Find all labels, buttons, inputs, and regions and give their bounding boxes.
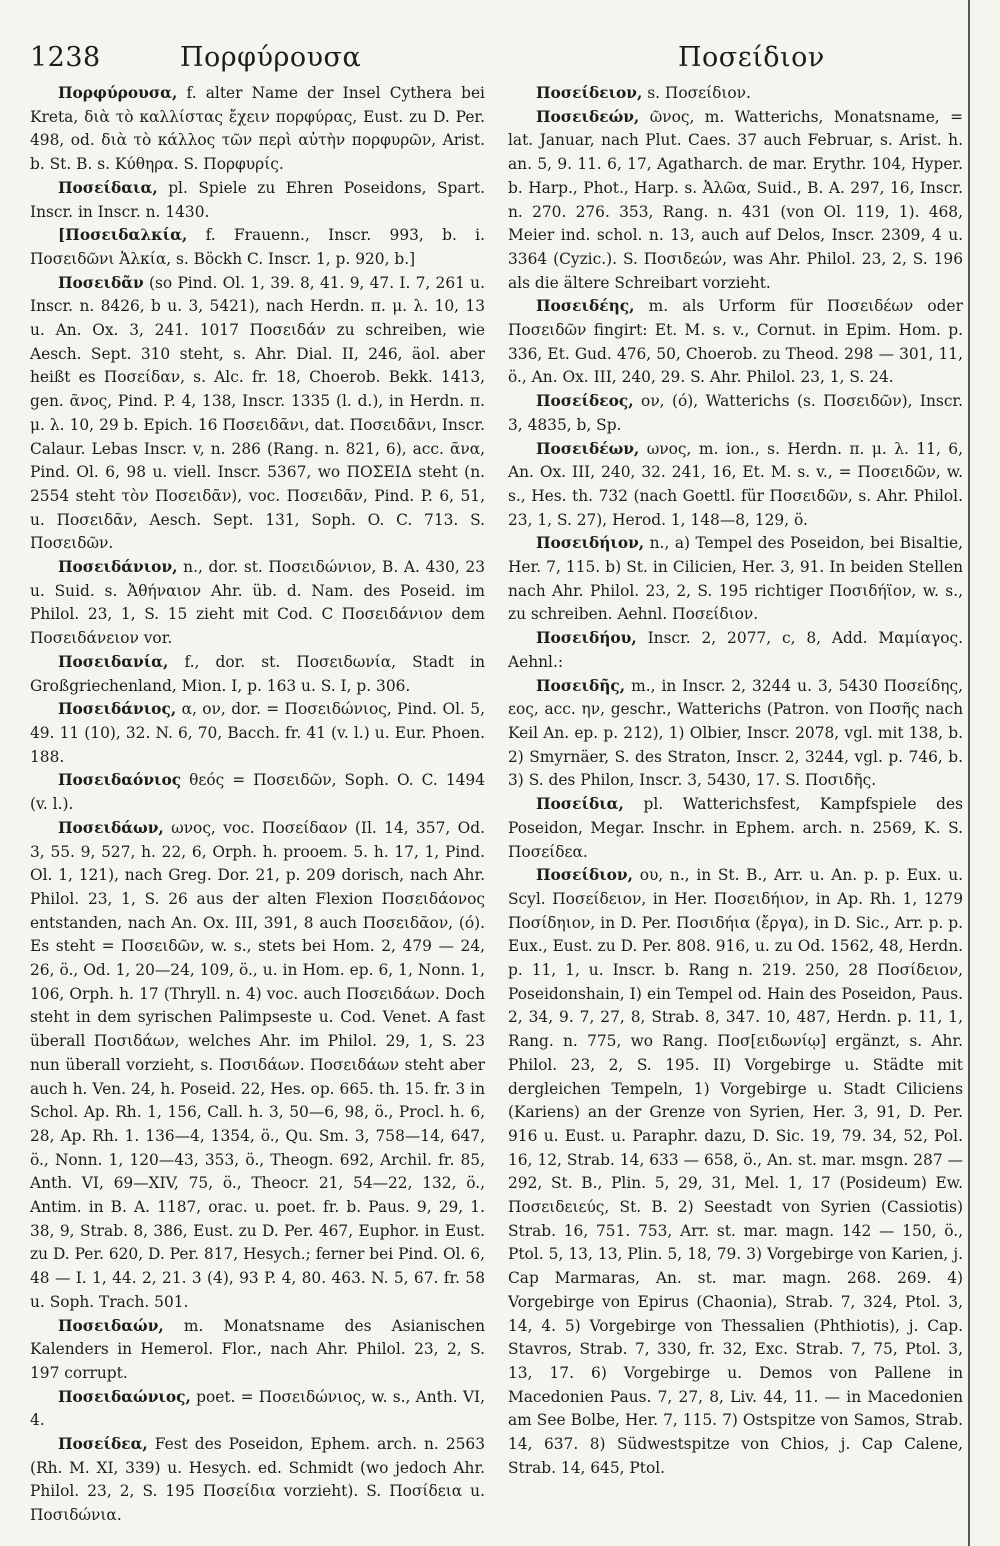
dictionary-entry — [508, 627, 963, 674]
dictionary-entry — [508, 106, 963, 296]
entry-text: (so Pind. Ol. 1, 39. 8, 41. 9, 47. I. 7, 261 u. Inscr. n. 8426, b u. 3, 5421), nach Herdn. π. μ. λ. 10, 13 u. An. Ox. 3, 241. 1017 Ποσειδάν zu schreiben, wie Aesch. Sept. 310 steht, s. Ahr. Dial. II, 246, äol. aber heißt es Ποσείδαν, s. Alc. fr. 18, Choerob. Bekk. 1413, gen. ᾶνος, Pind. P. 4, 138, Inscr. 1335 (l. d.), in Herdn. π. μ. λ. 10, 29 b. Epich. 16 Ποσειδᾶνι, dat. Ποσειδᾶνι, Inscr. Calaur. Lebas Inscr. v, n. 286 (Rang. n. 821, 6), acc. ᾶνα, Pind. Ol. 6, 98 u. viell. Inscr. 5367, wo ΠΟΣΕΙΔ steht (n. 2554 steht τὸν Ποσειδᾶν), voc. Ποσειδᾶν, Pind. P. 6, 51, u. Ποσειδᾶν, Aesch. Sept. 131, Soph. O. C. 713. S. Ποσειδῶν. — [30, 273, 485, 553]
entry-headword: Ποσειδαόνιος — [58, 771, 182, 790]
dictionary-entry — [508, 532, 963, 627]
entry-headword: Ποσειδέων, — [536, 439, 640, 458]
entry-headword: Ποσείδιον, — [536, 866, 633, 885]
dictionary-entry — [30, 1315, 485, 1386]
dictionary-entry — [30, 272, 485, 556]
dictionary-entry — [508, 438, 963, 533]
entry-headword: Ποσειδῆς, — [536, 676, 626, 695]
entry-headword: Ποσειδήου, — [536, 629, 637, 648]
entry-text: ου, n., in St. B., Arr. u. An. p. p. Eux. u. Scyl. Ποσείδειον, in Her. Ποσειδήιον, in Ap. Rh. 1, 1279 Ποσίδηιον, in D. Per. Ποσιδήια (ἔργα), in D. Sic., Arr. p. p. Eux., Eust. zu D. Per. 808. 916, u. zu Od. 1562, 48, Herdn. p. 11, 1, u. Inscr. b. Rang n. 219. 250, 28 Ποσίδειον, Poseidonshain, I) ein Tempel od. Hain des Poseidon, Paus. 2, 34, 9. 7, 27, 8, Strab. 8, 347. 10, 487, Herdn. p. 11, 1, Rang. n. 775, wo Rang. Ποσ[ειδωνίῳ] ergänzt, s. Ahr. Philol. 23, 2, S. 195. II) Vorgebirge u. Städte mit dergleichen Tempeln, 1) Vorgebirge u. Stadt Ciliciens (Kariens) an der Grenze von Syrien, Her. 3, 91, D. Per. 916 u. Eust. u. Paraphr. dazu, D. Sic. 19, 79. 34, 52, Pol. 16, 12, Strab. 14, 633 — 658, ö., An. st. mar. msgn. 287 — 292, St. B., Plin. 5, 29, 31, Mel. 1, 17 (Posideum) Ew. Ποσειδειεύς, St. B. 2) Seestadt von Syrien (Cassiotis) Strab. 16, 751. 753, Arr. st. mar. magn. 142 — 150, ö., Ptol. 5, 13, 13, Plin. 5, 18, 79. 3) Vorgebirge von Karien, j. Cap Marmaras, An. st. mar. magn. 268. 269. 4) Vorgebirge von Epirus (Chaonia), Strab. 7, 324, Ptol. 3, 14, 4. 5) Vorgebirge von Thessalien (Phthiotis), j. Cap. Stavros, Strab. 7, 330, fr. 32, Exc. Strab. 7, 75, Ptol. 3, 13, 17. 6) Vorgebirge u. Demos von Pallene in Macedonien Paus. 7, 27, 8, Liv. 44, 11. — in Macedonien am See Bolbe, Her. 7, 115. 7) Ostspitze von Samos, Strab. 14, 637. 8) Südwestspitze von Chios, j. Cap Calene, Strab. 14, 645, Ptol. — [508, 866, 963, 1477]
entry-headword: Ποσειδήιον, — [536, 534, 645, 553]
entry-text: poet. = Ποσειδώνιος, w. s., Anth. VI, 4. — [30, 1387, 485, 1430]
entry-headword: Ποσειδέης, — [536, 297, 635, 316]
dictionary-entry — [508, 864, 963, 1480]
entry-headword: Ποσείδειον, — [536, 84, 643, 102]
page-number: 1238 — [30, 42, 101, 73]
entry-text: f. alter Name der Insel Cythera bei Kreta, διὰ τὸ καλλίστας ἔχειν πορφύρας, Eust. zu D. Per. 498, od. διὰ τὸ κάλλος τῶν περὶ αὐτὴν πορφυρῶν, Arist. b. St. B. s. Κύθηρα. S. Πορφυρίς. — [30, 84, 485, 174]
entry-text: f. Frauenn., Inscr. 993, b. i. Ποσειδῶνι Ἀλκία, s. Böckh C. Inscr. 1, p. 920, b.] — [30, 226, 485, 268]
entry-text: m. Monatsname des Asianischen Kalenders in Hemerol. Flor., nach Ahr. Philol. 23, 2, S. 197 corrupt. — [30, 1316, 485, 1382]
entry-headword: Ποσειδεών, — [536, 107, 640, 126]
entry-headword: Ποσείδια, — [536, 795, 624, 814]
dictionary-entry — [30, 769, 485, 816]
entry-text: ον, (ό), Watterichs (s. Ποσειδῶν), Inscr. 3, 4835, b, Sp. — [508, 392, 963, 434]
entry-text: m. als Urform für Ποσειδέων oder Ποσειδῶν fingirt: Et. M. s. v., Cornut. in Epim. Hom. p. 336, Et. Gud. 476, 50, Choerob. zu Theod. 298 — 301, 11, ö., An. Ox. III, 240, 29. S. Ahr. Philol. 23, 1, S. 24. — [508, 297, 963, 387]
dictionary-entry — [30, 224, 485, 271]
entry-headword: [Ποσειδαλκία, — [58, 226, 188, 245]
entry-text: α, ον, dor. = Ποσειδώνιος, Pind. Ol. 5, 49. 11 (10), 32. N. 6, 70, Bacch. fr. 41 (v. l.) u. Eur. Phoen. 188. — [30, 700, 485, 766]
right-column — [508, 82, 963, 1480]
dictionary-entry — [30, 82, 485, 177]
dictionary-entry — [30, 651, 485, 698]
dictionary-entry — [30, 1386, 485, 1433]
entry-headword: Ποσείδεα, — [58, 1435, 148, 1454]
entry-text: ωνος, voc. Ποσείδαον (Il. 14, 357, Od. 3, 55. 9, 527, h. 22, 6, Orph. h. prooem. 5. h. 17, 1, Pind. Ol. 1, 121), nach Greg. Dor. 21, p. 209 dorisch, nach Ahr. Philol. 23, 1, S. 26 aus der alten Flexion Ποσειδάονος entstanden, nach An. Ox. III, 391, 8 auch Ποσειδᾶον, (ό). Es steht = Ποσειδῶν, w. s., stets bei Hom. 2, 479 — 24, 26, ö., Od. 1, 20—24, 109, ö., u. in Hom. ep. 6, 1, Nonn. 1, 106, Orph. h. 17 (Thryll. n. 4) voc. auch Ποσειδάων. Doch steht in dem syrischen Palimpseste u. Cod. Venet. A fast überall Ποσιδάων, welches Ahr. im Philol. 29, 1, S. 23 nun überall vorzieht, s. Ποσιδάων. Ποσειδάων steht aber auch h. Ven. 24, h. Poseid. 22, Hes. op. 665. th. 15. fr. 3 in Schol. Ap. Rh. 1, 156, Call. h. 3, 50—6, 98, ö., Procl. h. 6, 28, Ap. Rh. 1. 136—4, 1354, ö., Qu. Sm. 3, 758—14, 647, ö., Nonn. 1, 120—43, 353, ö., Theogn. 692, Archil. fr. 85, Anth. VI, 69—XIV, 75, ö., Theocr. 21, 54—22, 132, ö., Antim. in B. A. 1187, orac. u. poet. fr. b. Paus. 9, 29, 1. 38, 9, Strab. 8, 386, Eust. zu D. Per. 467, Euphor. in Eust. zu D. Per. 620, D. Per. 817, Hesych.; ferner bei Pind. Ol. 6, 48 — I. 1, 44. 2, 21. 3 (4), 93 P. 4, 80. 463. N. 5, 67. fr. 58 u. Soph. Trach. 501. — [30, 818, 485, 1311]
entry-text: Fest des Poseidon, Ephem. arch. n. 2563 (Rh. M. XI, 339) u. Hesych. ed. Schmidt (wo jedoch Ahr. Philol. 23, 2, S. 195 Ποσείδια vorzieht). S. Ποσίδεια u. Ποσιδώνια. — [30, 1435, 485, 1525]
entry-text: n., a) Tempel des Poseidon, bei Bisaltie, Her. 7, 115. b) St. in Cilicien, Her. 3, 91. In beiden Stellen nach Ahr. Philol. 23, 2, S. 195 richtiger Ποσιδήϊον, w. s., zu schreiben. Aehnl. Ποσείδιον. — [508, 534, 963, 624]
right-catchword: Ποσείδιον — [678, 42, 825, 73]
dictionary-entry — [508, 675, 963, 794]
entry-headword: Ποσειδαώνιος, — [58, 1387, 191, 1406]
dictionary-entry — [508, 295, 963, 390]
entry-text: s. Ποσείδιον. — [647, 84, 751, 102]
entry-text: pl. Watterichsfest, Kampfspiele des Poseidon, Megar. Inschr. in Ephem. arch. n. 2569, K. S. Ποσείδεα. — [508, 795, 963, 861]
page-edge-line — [968, 0, 970, 1546]
dictionary-entry — [30, 817, 485, 1315]
entry-headword: Ποσείδαια, — [58, 178, 158, 197]
entry-headword: Πορφύρουσα, — [58, 84, 178, 102]
entry-headword: Ποσείδεος, — [536, 392, 634, 411]
entry-text: θεός = Ποσειδῶν, Soph. O. C. 1494 (v. l.). — [30, 771, 485, 814]
dictionary-entry — [30, 1433, 485, 1528]
dictionary-entry — [30, 698, 485, 769]
entry-text: n., dor. st. Ποσειδώνιον, B. A. 430, 23 u. Suid. s. Ἀθήναιον Ahr. üb. d. Nam. des Poseid. im Philol. 23, 1, S. 15 zieht mit Cod. C Ποσειδάνιον dem Ποσειδάνειον vor. — [30, 558, 485, 648]
entry-headword: Ποσειδᾶν — [58, 273, 144, 292]
dictionary-entry — [508, 390, 963, 437]
entry-text: ῶνος, m. Watterichs, Monatsname, = lat. Januar, nach Plut. Caes. 37 auch Februar, s. Arist. h. an. 5, 9. 11. 6, 17, Agatharch. de mar. Erythr. 104, Hyper. b. Harp., Phot., Harp. s. Ἀλῶα, Suid., B. A. 297, 16, Inscr. n. 270. 276. 353, Rang. n. 431 (von Ol. 119, 1). 468, Meier ind. schol. n. 13, auch auf Delos, Inscr. 2309, 4 u. 3364 (Cyzic.). S. Ποσιδεών, was Ahr. Philol. 23, 2, S. 196 als die ältere Schreibart vorzieht. — [508, 107, 963, 292]
entry-headword: Ποσειδάνιος, — [58, 700, 177, 719]
entry-headword: Ποσειδάνιον, — [58, 558, 178, 577]
entry-headword: Ποσειδανία, — [58, 652, 169, 671]
left-catchword: Πορφύρουσα — [180, 42, 362, 73]
entry-headword: Ποσειδαών, — [58, 1316, 164, 1335]
entry-text: pl. Spiele zu Ehren Poseidons, Spart. Inscr. in Inscr. n. 1430. — [30, 178, 485, 221]
entry-headword: Ποσειδάων, — [58, 818, 164, 837]
entry-text: ωνος, m. ion., s. Herdn. π. μ. λ. 11, 6, An. Ox. III, 240, 32. 241, 16, Et. M. s. v., = Ποσειδῶν, w. s., Hes. th. 732 (nach Goettl. für Ποσειδῶν, s. Ahr. Philol. 23, 1, S. 27), Herod. 1, 148—8, 129, ö. — [508, 439, 963, 529]
dictionary-entry — [30, 177, 485, 224]
left-column — [30, 82, 485, 1528]
entry-text: f., dor. st. Ποσειδωνία, Stadt in Großgriechenland, Mion. I, p. 163 u. S. I, p. 306. — [30, 652, 485, 695]
dictionary-entry — [508, 793, 963, 864]
entry-text: Inscr. 2, 2077, c, 8, Add. Μαμίαγος. Aehnl.: — [508, 629, 963, 671]
entry-text: m., in Inscr. 2, 3244 u. 3, 5430 Ποσείδης, εος, acc. ην, geschr., Watterichs (Patron. von Ποσῆς nach Keil An. ep. p. 212), 1) Olbier, Inscr. 2078, vgl. mit 138, b. 2) Smyrnäer, S. des Straton, Inscr. 2, 3244, vgl. p. 746, b. 3) S. des Philon, Inscr. 3, 5430, 17. S. Ποσιδῆς. — [508, 676, 963, 790]
dictionary-entry — [508, 82, 963, 106]
dictionary-entry — [30, 556, 485, 651]
